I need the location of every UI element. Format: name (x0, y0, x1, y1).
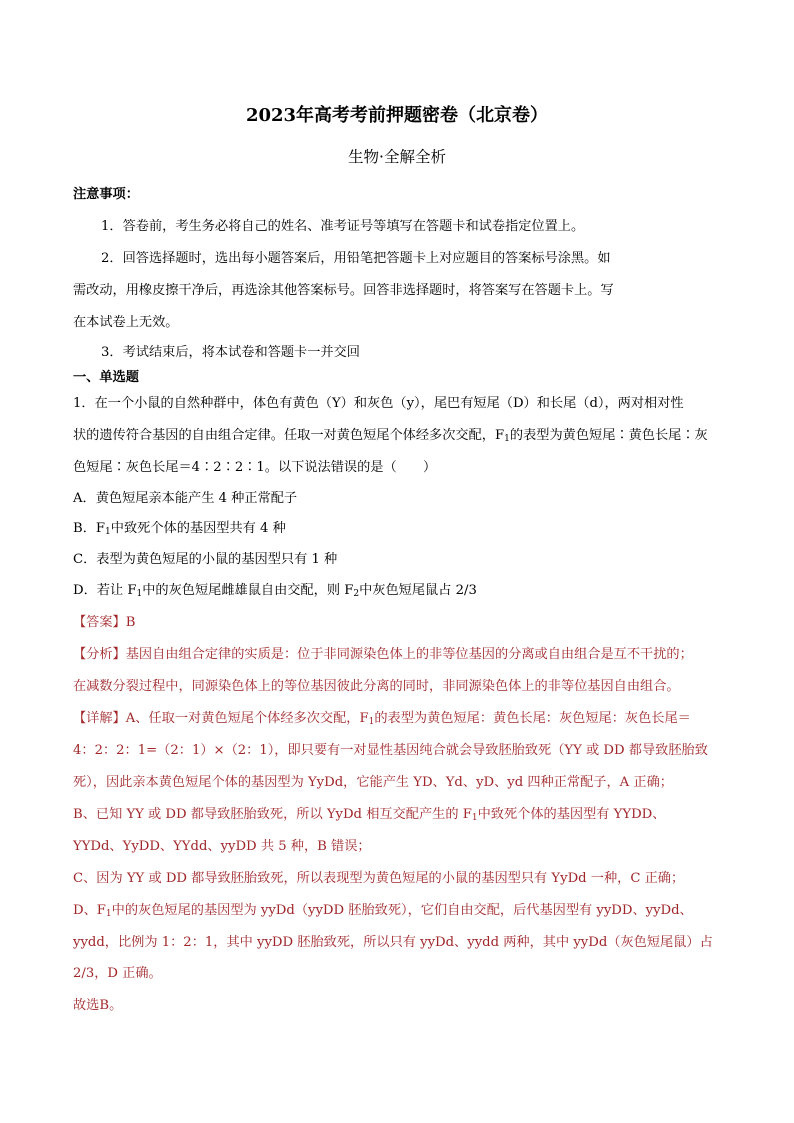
detail-line-3: 死），因此亲本黄色短尾个体的基因型为 YyDd，它能产生 YD、Yd、yD、yd 四种正常配子，A 正确； (73, 775, 673, 790)
detail-line-8: yydd，比例为 1：2：1，其中 yyDD 胚胎致死，所以只有 yyDd、yydd 两种，其中 yyDd（灰色短尾鼠）占 (73, 935, 713, 950)
option-d: D．若让 $F_1$中的灰色短尾雌雄鼠自由交配，则 $F_2$中灰色短尾鼠占 2/3 (73, 583, 477, 599)
detail-line-6: C、因为 YY 或 DD 都导致胚胎致死，所以表现型为黄色短尾的小鼠的基因型只有 YyDd 一种，C 正确； (73, 871, 685, 886)
notice-item-2-line-1: 2．回答选择题时，选出每小题答案后，用铅笔把答题卡上对应题目的答案标号涂黑。如 (101, 251, 611, 266)
question-line-3: 色短尾∶灰色长尾＝4∶2∶2∶1。以下说法错误的是（ ） (73, 460, 437, 475)
notice-item-2-line-2: 需改动，用橡皮擦干净后，再选涂其他答案标号。回答非选择题时，将答案写在答题卡上。写 (73, 283, 614, 298)
notice-item-1: 1．答卷前，考生务必将自己的姓名、准考证号等填写在答题卡和试卷指定位置上。 (101, 219, 585, 234)
final-answer: 故选B。 (73, 998, 123, 1013)
answer-value: B (125, 615, 136, 630)
page-title: 2023年高考考前押题密卷（北京卷） (245, 105, 549, 126)
page-subtitle: 生物·全解全析 (348, 148, 446, 166)
answer-tag: 【答案】 (73, 615, 126, 630)
detail-line-4: B、已知 YY 或 DD 都导致胚胎致死，所以 YyDd 相互交配产生的 $F_1$中致死个体的基因型有 YYDD、 (73, 807, 666, 823)
notice-heading: 注意事项： (73, 187, 139, 202)
option-a: A．黄色短尾亲本能产生 4 种正常配子 (73, 491, 298, 506)
detail-line-1: 【详解】A、任取一对黄色短尾个体经多次交配，$F_1$的表型为黄色短尾：黄色长尾：灰色短尾：灰色长尾＝ (73, 711, 691, 727)
analysis-line-2: 在减数分裂过程中，同源染色体上的等位基因彼此分离的同时，非同源染色体上的非等位基因自由组合。 (73, 679, 680, 694)
option-c: C．表型为黄色短尾的小鼠的基因型只有 1 种 (73, 552, 338, 567)
detail-line-5: YYDd、YyDD、YYdd、yyDD 共 5 种，B 错误； (73, 839, 371, 854)
detail-line-2: 4：2：2：1=（2：1）×（2：1），即只要有一对显性基因纯合就会导致胚胎致死（YY 或 DD 都导致胚胎致 (73, 743, 708, 758)
detail-line-9: 2/3，D 正确。 (73, 966, 162, 981)
detail-tag: 【详解】 (73, 711, 126, 726)
section-heading: 一、单选题 (73, 370, 139, 385)
question-line-2: 状的遗传符合基因的自由组合定律。任取一对黄色短尾个体经多次交配，$F_1$的表型为黄色短尾∶黄色长尾∶灰 (73, 428, 708, 444)
option-b: B．$F_1$中致死个体的基因型共有 4 种 (73, 521, 286, 537)
analysis-line-1: 【分析】基因自由组合定律的实质是：位于非同源染色体上的非等位基因的分离或自由组合是互不干扰的； (73, 647, 693, 662)
answer-line (73, 613, 135, 633)
detail-line-7: D、$F_1$中的灰色短尾的基因型为 yyDd（yyDD 胚胎致死），它们自由交配，后代基因型有 yyDD、yyDd、 (73, 903, 693, 919)
notice-item-3: 3．考试结束后，将本试卷和答题卡一并交回 (101, 345, 360, 360)
notice-item-2-line-3: 在本试卷上无效。 (73, 315, 179, 330)
analysis-tag: 【分析】 (73, 647, 126, 662)
question-line-1: 1．在一个小鼠的自然种群中，体色有黄色（Y）和灰色（y），尾巴有短尾（D）和长尾（d），两对相对性 (73, 396, 684, 411)
